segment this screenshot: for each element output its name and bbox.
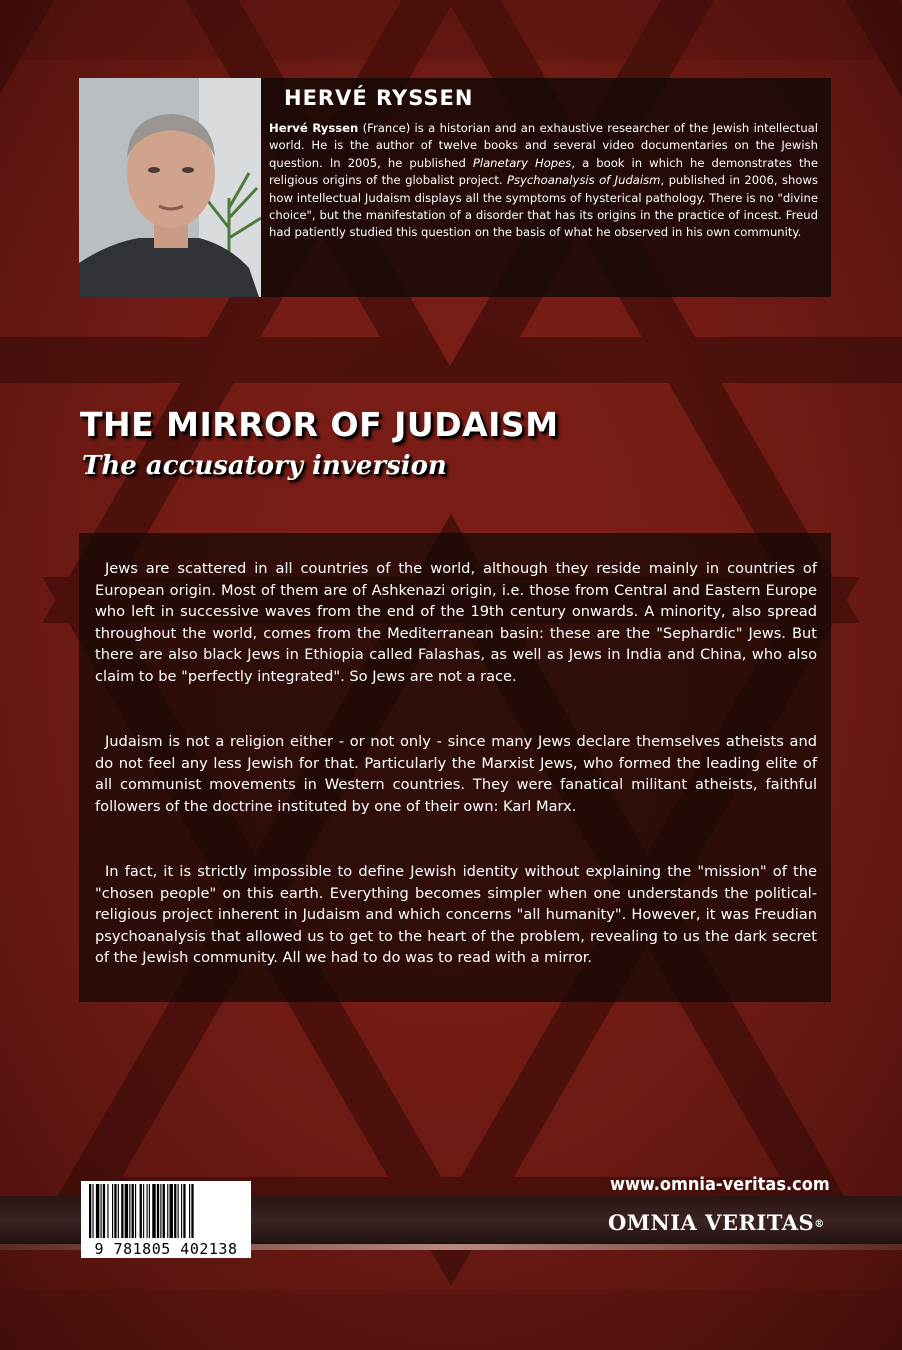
barcode-bar [157,1184,159,1238]
barcode-bar [167,1184,168,1238]
barcode-bar [140,1184,142,1238]
barcode-bar [96,1184,99,1238]
blurb-paragraph: Jews are scattered in all countries of the world, although they reside mainly in countries of European origin. Most of them are of Ashkenazi origin, i.e. those from Central and Eastern Europe who left in successive waves from the end of the 19th century onwards. A minority, also spread throughout the world, comes from the Mediterranean basin: these are the "Sephardic" Jews. But there are also black Jews in Ethiopia called Falashas, as well as Jews in India and China, who also claim to be "perfectly integrated". So Jews are not a race. [95,560,817,685]
barcode-bar [118,1184,119,1238]
author-bio-text: , a book in which he demonstrates the religious origins of the globalist project. [269,155,819,188]
barcode-bar [103,1184,105,1238]
barcode-bar [163,1184,165,1238]
barcode-bar [189,1184,190,1238]
isbn-digits: 9 781805 402138 [94,1240,238,1258]
publisher-logo [608,1210,825,1235]
barcode-bar [183,1184,185,1238]
barcode-bar [149,1184,150,1238]
author-photo [79,78,261,297]
author-bio [269,120,818,242]
barcode-bar [121,1184,123,1238]
barcode-bar [191,1184,193,1238]
barcode-bar [152,1184,155,1238]
barcode-bar [92,1184,93,1238]
barcode-bar [181,1184,182,1238]
blurb-paragraph: Judaism is not a religion either - or not only - since many Jews declare themselves atheists and do not feel any less Jewish for that. Particularly the Marxist Jews, who formed the leading elite of all communist movements in Western countries. They were fanatical militant atheists, faithful followers of the doctrine instituted by one of their own: Karl Marx. [95,733,817,815]
barcode-bar [143,1184,144,1238]
blurb-paragraph: In fact, it is strictly impossible to define Jewish identity without explaining the "mission" of the "chosen people" on this earth. Everything becomes simpler when one understands the political-religious project inherent in Judaism and which concerns "all humanity". However, it was Freudian psychoanalysis that allowed us to get to the heart of the problem, revealing to us the dark secret of the Jewish community. All we had to do was to read with a mirror. [95,863,817,967]
barcode-bar [114,1184,116,1238]
barcode-bar [170,1184,173,1238]
author-bio-text: (France) is a historian and an exhaustive researcher of the Jewish intellectual world. He is the author of twelve books and several video documentaries on the Jewish question. In 2005, he published [269,121,818,170]
barcode-bar [89,1184,91,1238]
author-bio-panel [79,78,831,297]
book-subtitle: The accusatory inversion [82,451,447,481]
barcode-bar [174,1184,176,1238]
barcode-bar [101,1184,102,1238]
book-title: THE MIRROR OF JUDAISM [80,405,559,444]
book-reference-psychoanalysis: Psychoanalysis of Judaism [507,173,661,188]
barcode-bars [81,1181,251,1241]
barcode-bar [125,1184,128,1238]
publisher-website: www.omnia-veritas.com [610,1174,830,1195]
barcode-bar [132,1184,134,1238]
barcode-bar [129,1184,130,1238]
barcode-bar [160,1184,161,1238]
isbn-barcode [81,1181,251,1258]
blurb-panel [79,533,831,1002]
book-reference-planetary-hopes: Planetary Hopes [472,155,572,170]
barcode-bar [135,1184,136,1238]
barcode-bar [178,1184,179,1238]
registered-mark: ® [814,1219,825,1230]
barcode-bar [107,1184,108,1238]
author-name: HERVÉ RYSSEN [284,86,474,110]
author-bio-name: Hervé Ryssen [269,121,359,135]
author-bio-text: , published in 2006, shows how intellectual Judaism displays all the symptoms of hysterical pathology. There is no "divine choice", but the manifestation of a disorder that has its origins in the practice of incest. Freud had patiently studied this question on the basis of what he observed in his own community. [269,173,818,240]
barcode-bar [112,1184,113,1238]
barcode-bar [147,1184,148,1238]
publisher-brand: OMNIA VERITAS [608,1210,815,1235]
